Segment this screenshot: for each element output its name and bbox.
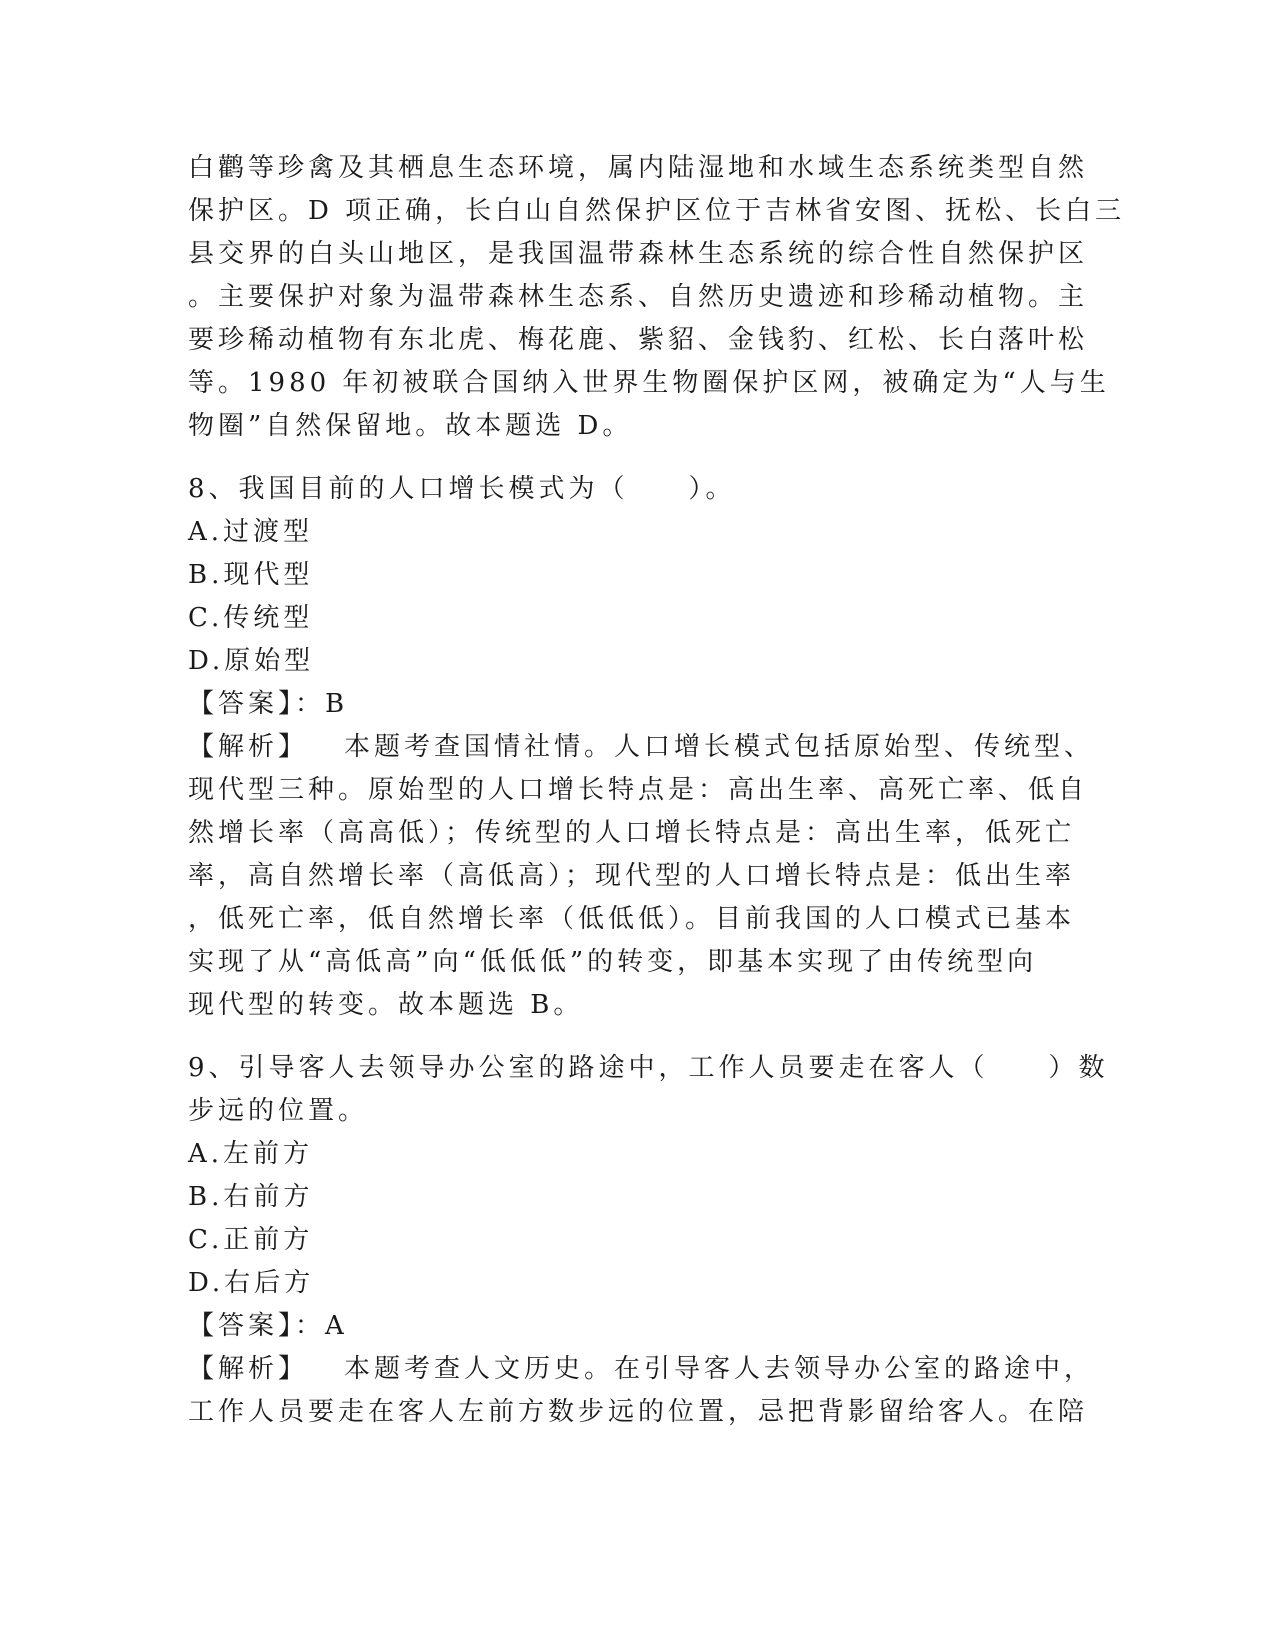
- answer-label: 【答案】：: [188, 1311, 326, 1341]
- answer-label: 【答案】：: [188, 689, 326, 719]
- text-line: 要珍稀动植物有东北虎、梅花鹿、紫貂、金钱豹、红松、长白落叶松: [188, 325, 1089, 355]
- analysis-line: 现代型的转变。故本题选 B。: [188, 990, 584, 1020]
- question-9: [188, 1047, 1109, 1434]
- text-line: 白鹳等珍禽及其栖息生态环境，属内陆湿地和水域生态系统类型自然: [188, 153, 1089, 183]
- question-text: 9、引导客人去领导办公室的路途中，工作人员要走在客人（ ）数: [188, 1053, 1109, 1083]
- question-8: [188, 468, 1095, 1027]
- analysis-first-line: [188, 1348, 1095, 1391]
- question-text: 8、我国目前的人口增长模式为（ ）。: [188, 474, 736, 504]
- analysis-line: 现代型三种。原始型的人口增长特点是：高出生率、高死亡率、低自: [188, 775, 1089, 805]
- analysis-label: 【解析】: [188, 1354, 309, 1384]
- text-line: 保护区。D 项正确，长白山自然保护区位于吉林省安图、抚松、长白三: [188, 196, 1126, 226]
- question-text: 步远的位置。: [188, 1096, 369, 1126]
- analysis-line: 然增长率（高高低）；传统型的人口增长特点是：高出生率，低死亡: [188, 818, 1076, 848]
- option-d: D.原始型: [188, 646, 315, 676]
- answer-value: B: [325, 689, 349, 719]
- analysis-text: 本题考查人文历史。在引导客人去领导办公室的路途中，: [344, 1354, 1095, 1384]
- analysis-label: 【解析】: [188, 732, 309, 762]
- option-a: A.过渡型: [188, 517, 314, 547]
- option-d: D.右后方: [188, 1268, 315, 1298]
- option-c: C.传统型: [188, 603, 314, 633]
- option-a: A.左前方: [188, 1139, 314, 1169]
- text-line: 物圈”自然保留地。故本题选 D。: [188, 411, 633, 441]
- analysis-line: ，低死亡率，低自然增长率（低低低）。目前我国的人口模式已基本: [188, 904, 1076, 934]
- option-c: C.正前方: [188, 1225, 314, 1255]
- option-b: B.现代型: [188, 560, 314, 590]
- option-b: B.右前方: [188, 1182, 314, 1212]
- document-page: [188, 147, 1126, 1434]
- answer-line: [188, 683, 1088, 726]
- analysis-line: 率，高自然增长率（高低高）；现代型的人口增长特点是：低出生率: [188, 861, 1076, 891]
- text-line: 。主要保护对象为温带森林生态系、自然历史遗迹和珍稀动植物。主: [188, 282, 1089, 312]
- analysis-line: 实现了从“高低高”向“低低低”的转变，即基本实现了由传统型向: [188, 947, 1038, 977]
- text-line: 等。1980 年初被联合国纳入世界生物圈保护区网，被确定为“人与生: [188, 368, 1110, 398]
- analysis-line: 工作人员要走在客人左前方数步远的位置，忌把背影留给客人。在陪: [188, 1397, 1089, 1427]
- text-line: 县交界的白头山地区，是我国温带森林生态系统的综合性自然保护区: [188, 239, 1089, 269]
- answer-line: [188, 1305, 1088, 1348]
- analysis-first-line: [188, 726, 1095, 769]
- answer-value: A: [325, 1311, 348, 1341]
- analysis-text: 本题考查国情社情。人口增长模式包括原始型、传统型、: [344, 732, 1095, 762]
- previous-explanation: [188, 147, 1126, 448]
